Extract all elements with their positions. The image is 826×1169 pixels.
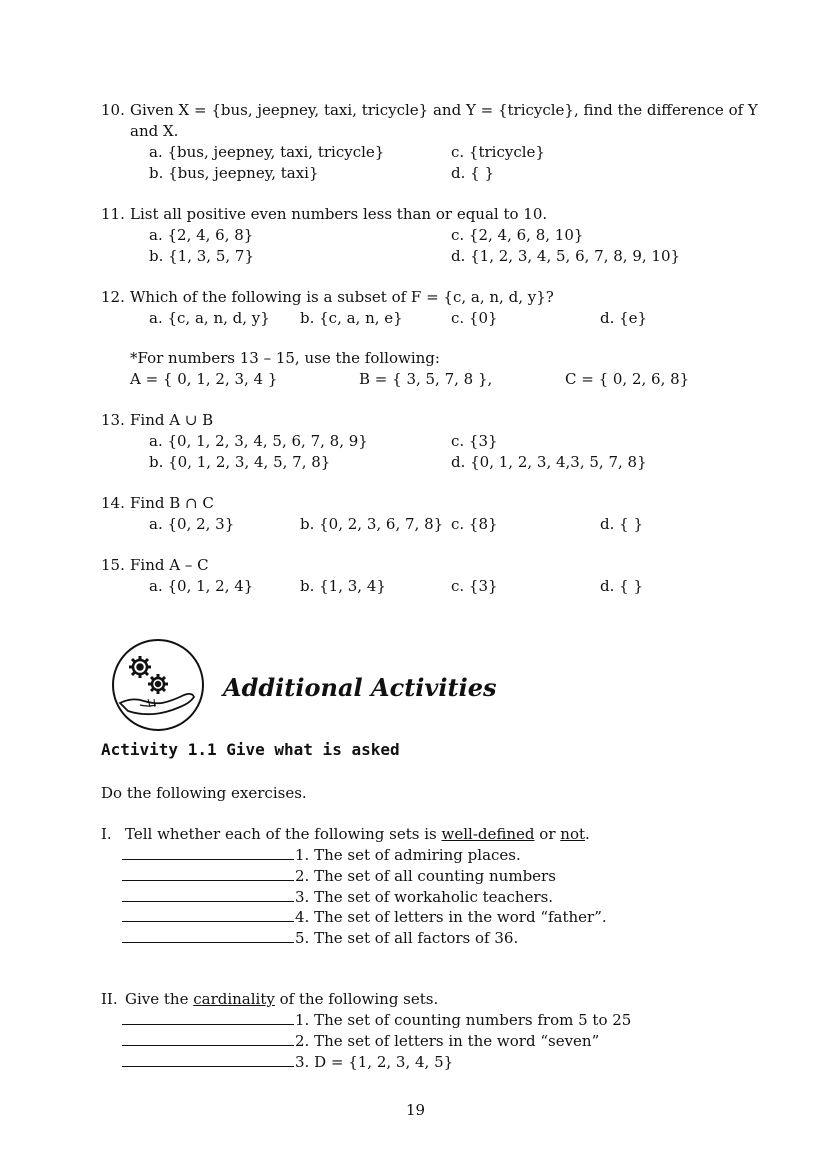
question-text: Find A ∪ B: [130, 411, 214, 429]
option-d: d. {1, 2, 3, 4, 5, 6, 7, 8, 9, 10}: [451, 247, 681, 265]
option-b: b. {0, 1, 2, 3, 4, 5, 7, 8}: [149, 453, 331, 471]
question-text: Given X = {bus, jeepney, taxi, tricycle} and Y = {tricycle}, find the difference of Y: [130, 101, 758, 119]
page-number: 19: [406, 1101, 426, 1119]
part-instruction: [125, 824, 590, 844]
option-c: c. {3}: [451, 432, 498, 450]
option-d: d. {e}: [600, 309, 648, 327]
item-text: 1. The set of admiring places.: [295, 846, 521, 864]
option-d: d. {0, 1, 2, 3, 4,3, 5, 7, 8}: [451, 453, 647, 471]
question-text-cont: and X.: [130, 122, 179, 140]
option-c: c. {0}: [451, 309, 498, 327]
option-c: c. {tricycle}: [451, 143, 545, 161]
question-text: Which of the following is a subset of F = {c, a, n, d, y}?: [130, 288, 554, 306]
option-c: c. {2, 4, 6, 8, 10}: [451, 226, 584, 244]
underlined-term: not: [560, 825, 586, 843]
question-text: Find A – C: [130, 556, 209, 574]
option-d: d. { }: [451, 164, 494, 182]
question-number: 10.: [101, 101, 125, 119]
answer-item: [122, 1031, 599, 1051]
activity-title: Activity 1.1 Give what is asked: [101, 740, 400, 759]
option-a: a. {2, 4, 6, 8}: [149, 226, 254, 244]
answer-item: [122, 1010, 631, 1030]
instruction-text: Give the: [125, 990, 194, 1008]
question-number: 13.: [101, 411, 125, 429]
option-d: d. { }: [600, 577, 643, 595]
instruction-text: .: [585, 825, 590, 843]
answer-blank[interactable]: [122, 928, 294, 943]
gears-hand-icon: [110, 637, 206, 733]
option-a: a. {c, a, n, d, y}: [149, 309, 270, 327]
item-text: 5. The set of all factors of 36.: [295, 929, 519, 947]
option-b: b. {c, a, n, e}: [300, 309, 403, 327]
answer-blank[interactable]: [122, 907, 294, 922]
set-a: A = { 0, 1, 2, 3, 4 }: [130, 370, 278, 388]
set-c: C = { 0, 2, 6, 8}: [565, 370, 690, 388]
part-number: II.: [101, 990, 118, 1008]
option-c: c. {3}: [451, 577, 498, 595]
answer-item: [122, 845, 521, 865]
option-a: a. {0, 2, 3}: [149, 515, 235, 533]
option-b: b. {bus, jeepney, taxi}: [149, 164, 319, 182]
answer-blank[interactable]: [122, 845, 294, 860]
option-c: c. {8}: [451, 515, 498, 533]
part-number: I.: [101, 825, 112, 843]
part-instruction: [125, 989, 438, 1009]
instruction-text: Tell whether each of the following sets is: [125, 825, 442, 843]
set-b: B = { 3, 5, 7, 8 },: [359, 370, 493, 388]
item-text: 2. The set of all counting numbers: [295, 867, 556, 885]
item-text: 1. The set of counting numbers from 5 to 25: [295, 1011, 632, 1029]
instructions: Do the following exercises.: [101, 784, 307, 802]
item-text: 2. The set of letters in the word “seven”: [295, 1032, 600, 1050]
answer-item: [122, 866, 556, 886]
instruction-text: of the following sets.: [274, 990, 439, 1008]
question-number: 11.: [101, 205, 125, 223]
answer-item: [122, 1052, 453, 1072]
answer-item: [122, 907, 607, 927]
item-text: 4. The set of letters in the word “father”.: [295, 908, 607, 926]
answer-blank[interactable]: [122, 866, 294, 881]
question-text: Find B ∩ C: [130, 494, 214, 512]
option-d: d. { }: [600, 515, 643, 533]
item-text: 3. D = {1, 2, 3, 4, 5}: [295, 1053, 454, 1071]
question-number: 12.: [101, 288, 125, 306]
option-a: a. {0, 1, 2, 3, 4, 5, 6, 7, 8, 9}: [149, 432, 368, 450]
question-text: List all positive even numbers less than or equal to 10.: [130, 205, 548, 223]
answer-blank[interactable]: [122, 1052, 294, 1067]
answer-item: [122, 928, 518, 948]
underlined-term: well-defined: [441, 825, 535, 843]
option-a: a. {0, 1, 2, 4}: [149, 577, 254, 595]
item-text: 3. The set of workaholic teachers.: [295, 888, 554, 906]
answer-item: [122, 887, 553, 907]
option-b: b. {1, 3, 4}: [300, 577, 386, 595]
answer-blank[interactable]: [122, 887, 294, 902]
option-b: b. {1, 3, 5, 7}: [149, 247, 255, 265]
question-number: 15.: [101, 556, 125, 574]
question-number: 14.: [101, 494, 125, 512]
option-a: a. {bus, jeepney, taxi, tricycle}: [149, 143, 385, 161]
option-b: b. {0, 2, 3, 6, 7, 8}: [300, 515, 444, 533]
underlined-term: cardinality: [193, 990, 275, 1008]
instruction-text: or: [534, 825, 561, 843]
answer-blank[interactable]: [122, 1010, 294, 1025]
answer-blank[interactable]: [122, 1031, 294, 1046]
sets-note: *For numbers 13 – 15, use the following:: [130, 349, 440, 367]
section-title: Additional Activities: [223, 673, 497, 702]
